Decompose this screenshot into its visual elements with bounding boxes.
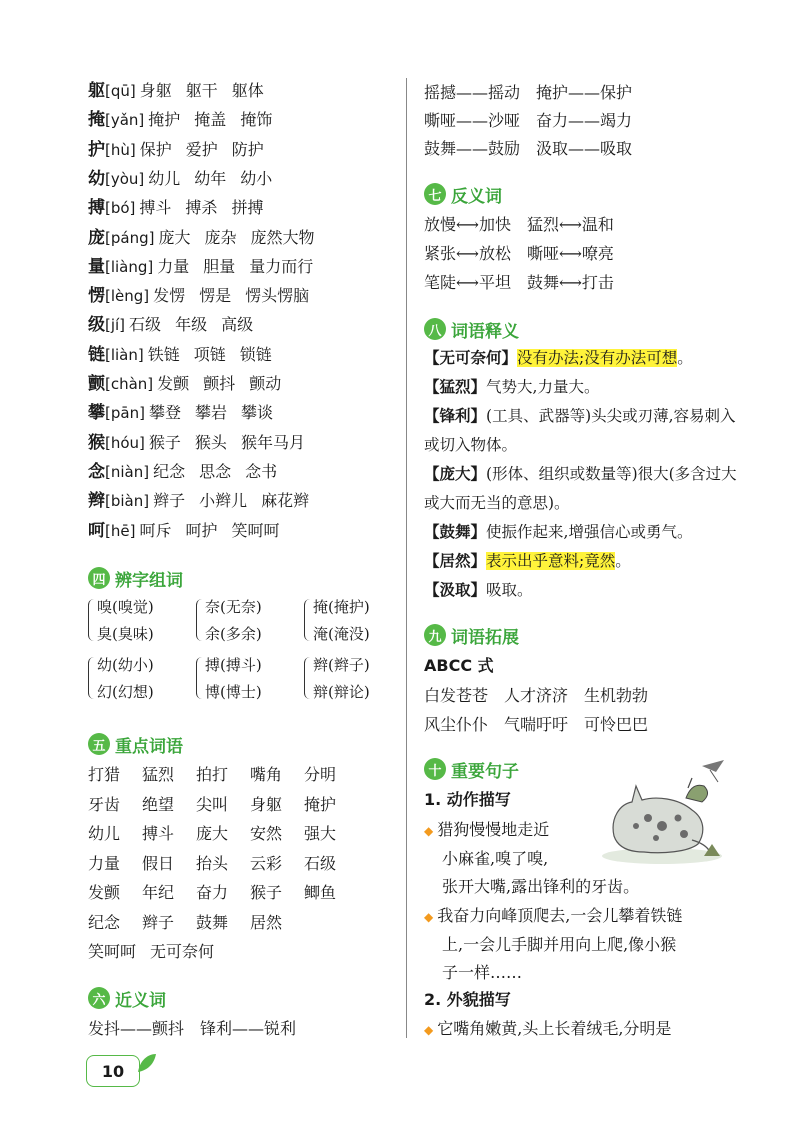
- section-badge: 八: [424, 318, 446, 340]
- bullet-icon: ◆: [424, 824, 434, 838]
- char-pair-item: 幻(幻想): [97, 683, 154, 701]
- entry-words: [139, 521, 293, 540]
- entry-word: 力量: [157, 256, 190, 276]
- char-pair-item: 博(博士): [205, 683, 262, 701]
- definition-item: [424, 402, 744, 460]
- appearance-desc-subtitle: 2. 外貌描写: [424, 990, 511, 1009]
- section-badge: 七: [424, 183, 446, 205]
- char-pair-item: 掩(掩护): [313, 598, 370, 616]
- entry-word: 石级: [129, 315, 162, 335]
- entry-words: [140, 140, 278, 159]
- entry-word: 幼儿: [148, 168, 181, 188]
- entry-char: 掩: [88, 110, 105, 131]
- dog-and-sparrow-illustration: [592, 760, 730, 872]
- definition-end: 。: [615, 552, 631, 570]
- entry-pinyin: [páng]: [105, 228, 155, 247]
- key-word: 身躯: [250, 794, 283, 814]
- entry-pinyin: [hù]: [105, 140, 136, 159]
- entry-pinyin: [chàn]: [105, 375, 154, 393]
- char-entry: [88, 81, 278, 101]
- char-entry: [88, 110, 286, 130]
- entry-word: 念书: [245, 461, 278, 481]
- entry-word: 猴子: [148, 432, 181, 452]
- key-word: 石级: [304, 853, 337, 873]
- entry-words: [148, 169, 286, 188]
- entry-word: 防护: [231, 139, 264, 159]
- char-pair-item: 奈(无奈): [205, 598, 262, 616]
- entry-char: 念: [88, 461, 105, 482]
- entry-word: 胆量: [203, 256, 236, 276]
- entry-words: [148, 345, 286, 364]
- entry-word: 发愣: [153, 286, 186, 306]
- definition-item: [424, 576, 744, 605]
- definition-text: 没有办法;没有办法可想: [517, 349, 678, 367]
- char-pair-item: 淹(淹没): [313, 625, 370, 643]
- entry-word: 掩饰: [240, 110, 273, 130]
- bullet-icon: ◆: [424, 1023, 434, 1037]
- definition-item: [424, 460, 744, 518]
- page-number: 10: [86, 1055, 140, 1087]
- entry-words: [153, 462, 291, 481]
- sentence-text: 小麻雀,嗅了嗅,: [442, 848, 549, 868]
- key-word: 云彩: [250, 853, 283, 873]
- definition-term: 【无可奈何】: [424, 349, 518, 367]
- definition-text: 气势大,力量大。: [486, 378, 600, 396]
- section-10-header: [424, 756, 519, 782]
- entry-word: 愣头愣脑: [245, 286, 310, 306]
- key-words-row: [88, 854, 358, 874]
- synonym-line: 嘶哑——沙哑 奋力——竭力: [424, 111, 633, 130]
- sentence-text: 张开大嘴,露出锋利的牙齿。: [442, 877, 640, 896]
- entry-word: 锁链: [239, 344, 272, 364]
- entry-word: 身躯: [139, 81, 172, 100]
- entry-word: 幼小: [240, 168, 273, 188]
- brace: [304, 599, 311, 641]
- definition-term: 【居然】: [424, 552, 487, 570]
- definition-term: 【鼓舞】: [424, 523, 487, 541]
- key-word: 年纪: [142, 883, 175, 902]
- entry-word: 攀登: [148, 403, 181, 423]
- entry-word: 拼搏: [231, 198, 264, 218]
- definition-term: 【庞大】: [424, 465, 487, 483]
- entry-words: [129, 315, 267, 334]
- entry-char: 躯: [88, 81, 105, 101]
- entry-word: 躯体: [231, 81, 264, 100]
- entry-word: 攀谈: [240, 403, 273, 423]
- section-5-header: [88, 731, 183, 757]
- key-word: 打猎: [88, 765, 121, 784]
- char-entry: [88, 433, 319, 453]
- entry-pinyin: [biàn]: [105, 492, 150, 511]
- entry-word: 掩盖: [194, 110, 227, 130]
- entry-pinyin: [lèng]: [105, 287, 150, 306]
- definition-text: (工具、武器等)头尖或刃薄,容易刺入或切入物体。: [424, 407, 736, 454]
- sentence-line: [442, 849, 548, 869]
- entry-word: 搏斗: [139, 198, 172, 218]
- char-entry: [88, 462, 291, 482]
- key-word: 发颤: [88, 883, 121, 902]
- entry-word: 猴年马月: [240, 432, 305, 452]
- section-9-header: [424, 622, 519, 648]
- sentence-text: 上,一会儿手脚并用向上爬,像小猴: [442, 934, 677, 954]
- entry-word: 思念: [199, 461, 232, 481]
- entry-char: 猴: [88, 432, 105, 453]
- char-entry: [88, 257, 327, 277]
- entry-pinyin: [yòu]: [105, 169, 145, 188]
- entry-word: 搏杀: [185, 198, 218, 218]
- section-title: 近义词: [115, 990, 166, 1011]
- entry-words: [149, 403, 287, 422]
- entry-char: 搏: [88, 198, 105, 219]
- section-8-header: [424, 316, 519, 342]
- section-badge: 十: [424, 758, 446, 780]
- entry-word: 发颤: [157, 374, 190, 393]
- antonym-line: 笔陡⟷平坦 鼓舞⟷打击: [424, 273, 614, 292]
- key-word: 奋力: [196, 883, 229, 902]
- key-word: 猛烈: [142, 765, 175, 784]
- brace: [196, 599, 203, 641]
- entry-word: 高级: [221, 315, 254, 335]
- section-title: 重点词语: [115, 736, 183, 757]
- entry-words: [140, 81, 278, 100]
- char-pair-item: 嗅(嗅觉): [97, 598, 154, 616]
- char-entry: [88, 345, 286, 365]
- entry-words: [153, 286, 323, 305]
- brace: [196, 657, 203, 699]
- definition-term: 【猛烈】: [424, 378, 487, 396]
- definition-text: 吸取。: [486, 581, 533, 599]
- abcc-subtitle: ABCC 式: [424, 656, 494, 675]
- entry-word: 躯干: [185, 81, 218, 100]
- key-word: 拍打: [196, 765, 229, 784]
- entry-pinyin: [niàn]: [105, 462, 150, 481]
- section-badge: 九: [424, 624, 446, 646]
- brace: [304, 657, 311, 699]
- char-entry: [88, 521, 294, 541]
- antonym-line: 紧张⟷放松 嘶哑⟷嘹亮: [424, 244, 614, 263]
- char-entry: [88, 286, 323, 306]
- key-word: 搏斗: [142, 824, 175, 843]
- char-pair-item: 幼(幼小): [97, 656, 154, 674]
- key-word: 安然: [250, 824, 283, 843]
- entry-pinyin: [bó]: [105, 199, 136, 218]
- char-entry: [88, 315, 267, 335]
- sentence-line: [424, 820, 549, 841]
- entry-word: 保护: [139, 139, 172, 159]
- entry-words: [153, 491, 323, 510]
- entry-char: 护: [88, 139, 105, 160]
- entry-word: 麻花辫: [261, 491, 310, 511]
- bullet-icon: ◆: [424, 910, 434, 924]
- entry-word: 项链: [193, 344, 226, 364]
- entry-words: [139, 198, 277, 217]
- key-word: 牙齿: [88, 794, 121, 814]
- sentence-text: 猎狗慢慢地走近: [437, 820, 550, 839]
- entry-char: 级: [88, 315, 105, 336]
- sentence-line: [424, 906, 682, 927]
- section-title: 词语拓展: [451, 627, 519, 648]
- entry-word: 掩护: [148, 110, 181, 130]
- abcc-line: 风尘仆仆 气喘吁吁 可怜巴巴: [424, 715, 649, 734]
- entry-pinyin: [qū]: [105, 82, 136, 100]
- key-word: 力量: [88, 853, 121, 873]
- entry-word: 小辫儿: [199, 491, 248, 511]
- entry-char: 颤: [88, 374, 105, 394]
- key-word: 假日: [142, 853, 175, 873]
- char-pair-item: 辩(辩论): [313, 683, 370, 701]
- entry-word: 笑呵呵: [231, 520, 280, 540]
- char-entry: [88, 198, 277, 218]
- entry-char: 链: [88, 344, 105, 365]
- char-entry: [88, 169, 286, 189]
- key-word: 笑呵呵: [88, 942, 137, 961]
- key-words-row: [88, 824, 358, 844]
- char-entry: [88, 374, 295, 394]
- entry-words: [157, 257, 327, 276]
- entry-word: 爱护: [185, 139, 218, 159]
- antonym-line: 放慢⟷加快 猛烈⟷温和: [424, 215, 614, 234]
- entry-word: 愣是: [199, 286, 232, 306]
- entry-word: 幼年: [194, 168, 227, 188]
- entry-words: [149, 433, 319, 452]
- definition-text: 表示出乎意料;竟然: [486, 552, 616, 570]
- char-pair-item: 臭(臭味): [97, 625, 154, 643]
- entry-char: 庞: [88, 227, 105, 248]
- sentence-line: [424, 1019, 671, 1040]
- key-word: 嘴角: [250, 765, 283, 784]
- key-words-row: [88, 765, 358, 785]
- entry-word: 颤动: [249, 374, 282, 393]
- section-6-header: [88, 985, 166, 1011]
- entry-char: 量: [88, 256, 105, 277]
- key-word: 掩护: [304, 794, 337, 814]
- entry-words: [157, 374, 295, 393]
- section-title: 重要句子: [451, 761, 519, 782]
- definition-term: 【汲取】: [424, 581, 487, 599]
- key-word: 无可奈何: [150, 942, 215, 961]
- section-7-header: [424, 181, 502, 207]
- entry-word: 铁链: [147, 344, 180, 364]
- sentence-line: [442, 963, 522, 983]
- entry-word: 呵斥: [139, 520, 172, 540]
- definition-text: 使振作起来,增强信心或勇气。: [486, 523, 693, 541]
- entry-word: 攀岩: [194, 403, 227, 423]
- entry-pinyin: [jí]: [105, 316, 126, 335]
- abcc-line: 白发苍苍 人才济济 生机勃勃: [424, 686, 649, 705]
- char-entry: [88, 491, 323, 511]
- entry-pinyin: [hē]: [105, 521, 136, 540]
- sentence-text: 我奋力向峰顶爬去,一会儿攀着铁链: [437, 906, 683, 925]
- key-word: 鲫鱼: [304, 883, 337, 902]
- synonym-line: 发抖——颤抖 锋利——锐利: [88, 1019, 297, 1038]
- section-title: 反义词: [451, 186, 502, 207]
- char-pair-item: 辫(辫子): [313, 656, 370, 674]
- entry-word: 呵护: [185, 520, 218, 540]
- definition-item: [424, 373, 744, 402]
- entry-char: 愣: [88, 286, 105, 307]
- key-word: 绝望: [142, 794, 175, 814]
- key-words-row: [88, 883, 358, 903]
- definitions-block: [424, 344, 744, 605]
- entry-pinyin: [liàng]: [105, 257, 154, 276]
- entry-pinyin: [yǎn]: [105, 111, 145, 130]
- char-pair-item: 余(多余): [205, 625, 262, 643]
- char-pair-item: 搏(搏斗): [205, 656, 262, 674]
- entry-word: 猴头: [194, 432, 227, 452]
- char-entry: [88, 403, 287, 423]
- key-words-row: [88, 942, 230, 962]
- section-badge: 四: [88, 567, 110, 589]
- column-divider: [406, 78, 407, 1038]
- entry-pinyin: [liàn]: [105, 345, 144, 364]
- entry-char: 幼: [88, 168, 105, 189]
- definition-end: 。: [677, 349, 693, 367]
- section-badge: 六: [88, 987, 110, 1009]
- entry-words: [148, 110, 286, 129]
- char-entry: [88, 140, 278, 160]
- definition-term: 【锋利】: [424, 407, 487, 425]
- brace: [88, 657, 95, 699]
- key-word: 强大: [304, 824, 337, 843]
- key-words-row: [88, 795, 358, 815]
- key-word: 尖叫: [196, 794, 229, 814]
- sentence-line: [442, 935, 676, 955]
- entry-word: 年级: [175, 315, 208, 335]
- sentence-line: [442, 877, 639, 897]
- section-title: 辨字组词: [115, 570, 183, 591]
- synonym-line: 鼓舞——鼓励 汲取——吸取: [424, 139, 633, 158]
- entry-word: 庞大: [158, 227, 191, 247]
- entry-pinyin: [pān]: [105, 404, 145, 423]
- entry-word: 量力而行: [249, 256, 314, 276]
- key-word: 幼儿: [88, 824, 121, 843]
- key-word: 居然: [250, 912, 283, 932]
- key-word: 辫子: [142, 912, 175, 932]
- synonym-line: 摇撼——摇动 掩护——保护: [424, 83, 633, 102]
- brace: [88, 599, 95, 641]
- sentence-text: 子一样……: [442, 963, 523, 982]
- sentence-text: 它嘴角嫩黄,头上长着绒毛,分明是: [437, 1019, 672, 1038]
- key-word: 纪念: [88, 912, 121, 932]
- key-word: 分明: [304, 765, 337, 784]
- section-title: 词语释义: [451, 321, 519, 342]
- key-word: 庞大: [196, 824, 229, 843]
- leaf-icon: [136, 1052, 158, 1074]
- key-word: 抬头: [196, 853, 229, 873]
- entry-char: 辫: [88, 491, 105, 512]
- definition-item: [424, 547, 744, 576]
- entry-word: 庞杂: [204, 227, 237, 247]
- entry-word: 庞然大物: [250, 227, 315, 247]
- entry-char: 呵: [88, 520, 105, 541]
- definition-item: [424, 518, 744, 547]
- definition-item: [424, 344, 744, 373]
- definition-text: (形体、组织或数量等)很大(多含过大或大而无当的意思)。: [424, 465, 737, 512]
- action-desc-subtitle: 1. 动作描写: [424, 790, 511, 809]
- key-word: 鼓舞: [196, 912, 229, 932]
- key-words-row: [88, 913, 304, 933]
- entry-word: 辫子: [153, 491, 186, 511]
- entry-word: 颤抖: [203, 374, 236, 393]
- section-badge: 五: [88, 733, 110, 755]
- char-entry: [88, 228, 329, 248]
- key-word: 猴子: [250, 883, 283, 902]
- section-4-header: [88, 565, 183, 591]
- entry-char: 攀: [88, 403, 105, 424]
- entry-pinyin: [hóu]: [105, 433, 145, 452]
- entry-words: [158, 228, 328, 247]
- entry-word: 纪念: [153, 461, 186, 481]
